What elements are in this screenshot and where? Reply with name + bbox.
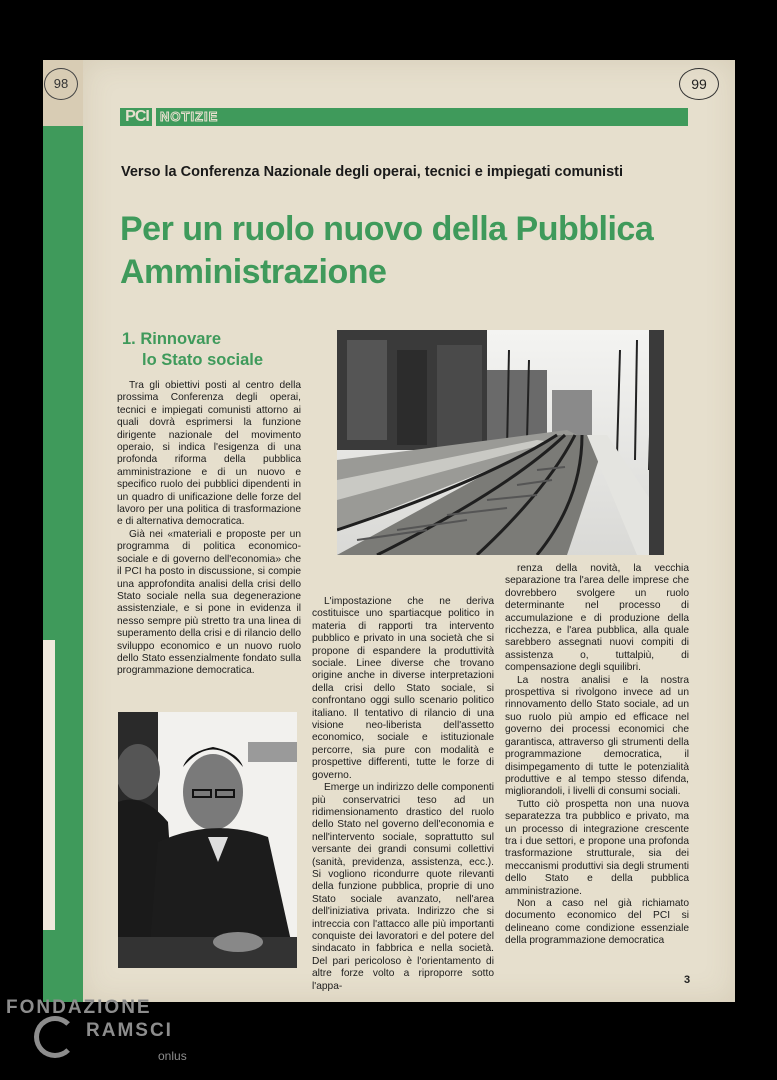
paragraph: Tutto ciò prospetta non una nuova separatezza tra pubblico e privato, ma un processo di integrazione crescente tra i due settori, e propone una profonda trasformazione strutturale, sia dei meccanismi produttivi sia degli strumenti dello Stato e della pubblica amministrazione.	[505, 798, 689, 897]
title-line-1: Per un ruolo nuovo della Pubblica	[120, 210, 654, 248]
watermark-line-2: RAMSCI	[86, 1020, 173, 1041]
section-label: NOTIZIE	[160, 109, 219, 124]
title-line-2: Amministrazione	[120, 253, 387, 291]
previous-page-paper-strip	[43, 640, 55, 930]
magazine-page	[83, 60, 735, 1002]
paragraph: Emerge un indirizzo delle componenti più conservatrici teso ad un ridimensionamento drastico del ruolo dello Stato nel governo dell'economia e nell'intervento sociale, soprattutto sul versante dei grandi consumi collettivi (sanità, previdenza, assistenza, ecc.). Si vogliono ricondurre quote rilevanti della funzione pubblica, proprie di uno Stato sociale avanzato, nell'area dell'iniziativa privata. Indirizzo che si intreccia con l'attacco alle più importanti conquiste dei lavoratori e del potere del sindacato in fabbrica e nella società. Del pari pericoloso è l'orientamento di altre forze volto a riproporre sotto l'appa-	[312, 782, 494, 992]
section-heading	[122, 329, 263, 371]
page-number: 3	[684, 974, 691, 986]
paragraph: Tra gli obiettivi posti al centro della prossima Conferenza degli operai, tecnici e impiegati comunisti attorno ai quali dovrà esprimersi la funzione dirigente nazionale del movimento operaio, si indica l'esigenza di una profonda riforma della pubblica amministrazione e di un nuovo e specifico ruolo dei pubblici dipendenti in un quadro di unificazione delle forze del lavoro per una politica di trasformazione e di alternativa democratica.	[117, 380, 301, 528]
watermark-line-3: onlus	[158, 1049, 187, 1063]
pci-logo: PCI	[120, 108, 154, 126]
photo-tram-tracks	[337, 330, 664, 555]
paragraph: renza della novità, la vecchia separazione tra l'area delle imprese che dovrebbero svolgere un ruolo determinante nel processo di accumulazione e di produzione della ricchezza, e l'area pubblica, alla quale sarebbero assegnati nuovi compiti di assistenza o, tuttalpiù, di compensazione degli squilibri.	[505, 563, 689, 674]
kicker: Verso la Conferenza Nazionale degli operai, tecnici e impiegati comunisti	[121, 164, 623, 180]
section-heading-line-2: lo Stato sociale	[142, 351, 264, 369]
paragraph: L'impostazione che ne deriva costituisce uno spartiacque politico in materia di rapporti tra intervento pubblico e privato in una società che si propone di espandere la produttività sociale. Linee diverse che trovano origine anche in diverse interpretazioni della crisi dello Stato sociale, si confrontano oggi sullo scenario politico italiano. Il tentativo di rilancio di una visione neo-liberista dell'assetto economico, sociale e istituzionale percorre, sia pure con modalità e prospettive differenti, tutte le forze di governo.	[312, 596, 494, 781]
watermark-g-glyph	[34, 1016, 76, 1058]
section-heading-line-1: 1. Rinnovare	[122, 330, 222, 348]
paragraph: La nostra analisi e la nostra prospettiva si rivolgono invece ad un rinnovamento dello Stato sociale, ad un suo ruolo più ampio ed efficace nel governo dei processi economici che garantisca, attraverso gli strumenti della programmazione democratica, il disimpegamento di tutte le potenzialità produttive e al tempo stesso difenda, migliorandoli, i livelli di consumi sociali.	[505, 674, 689, 798]
page-handwritten-annotation: 99	[679, 68, 719, 100]
article-title	[120, 208, 710, 294]
previous-page-annotation: 98	[44, 68, 78, 100]
paragraph: Non a caso nel già richiamato documento economico del PCI si delineano come condizione essenziale della programmazione democratica	[505, 897, 689, 947]
paragraph: Già nei «materiali e proposte per un programma di politica economico-sociale e di governo dell'economia» che il PCI ha posto in discussione, si compie una approfondita analisi della crisi dello Stato sociale nella sua degenerazione assistenziale, e si pone in evidenza il nesso sempre più stretto tra una linea di superamento della crisi e di rilancio dello sviluppo economico e un nuovo ruolo dello Stato essenzialmente fondato sulla programmazione democratica.	[117, 528, 301, 677]
logo-separator	[152, 108, 156, 126]
column-2	[312, 596, 494, 993]
column-3	[505, 563, 689, 948]
column-1	[117, 380, 301, 678]
watermark-line-1: FONDAZIONE	[6, 997, 152, 1018]
header-band	[120, 108, 688, 126]
photo-workers	[118, 712, 297, 968]
